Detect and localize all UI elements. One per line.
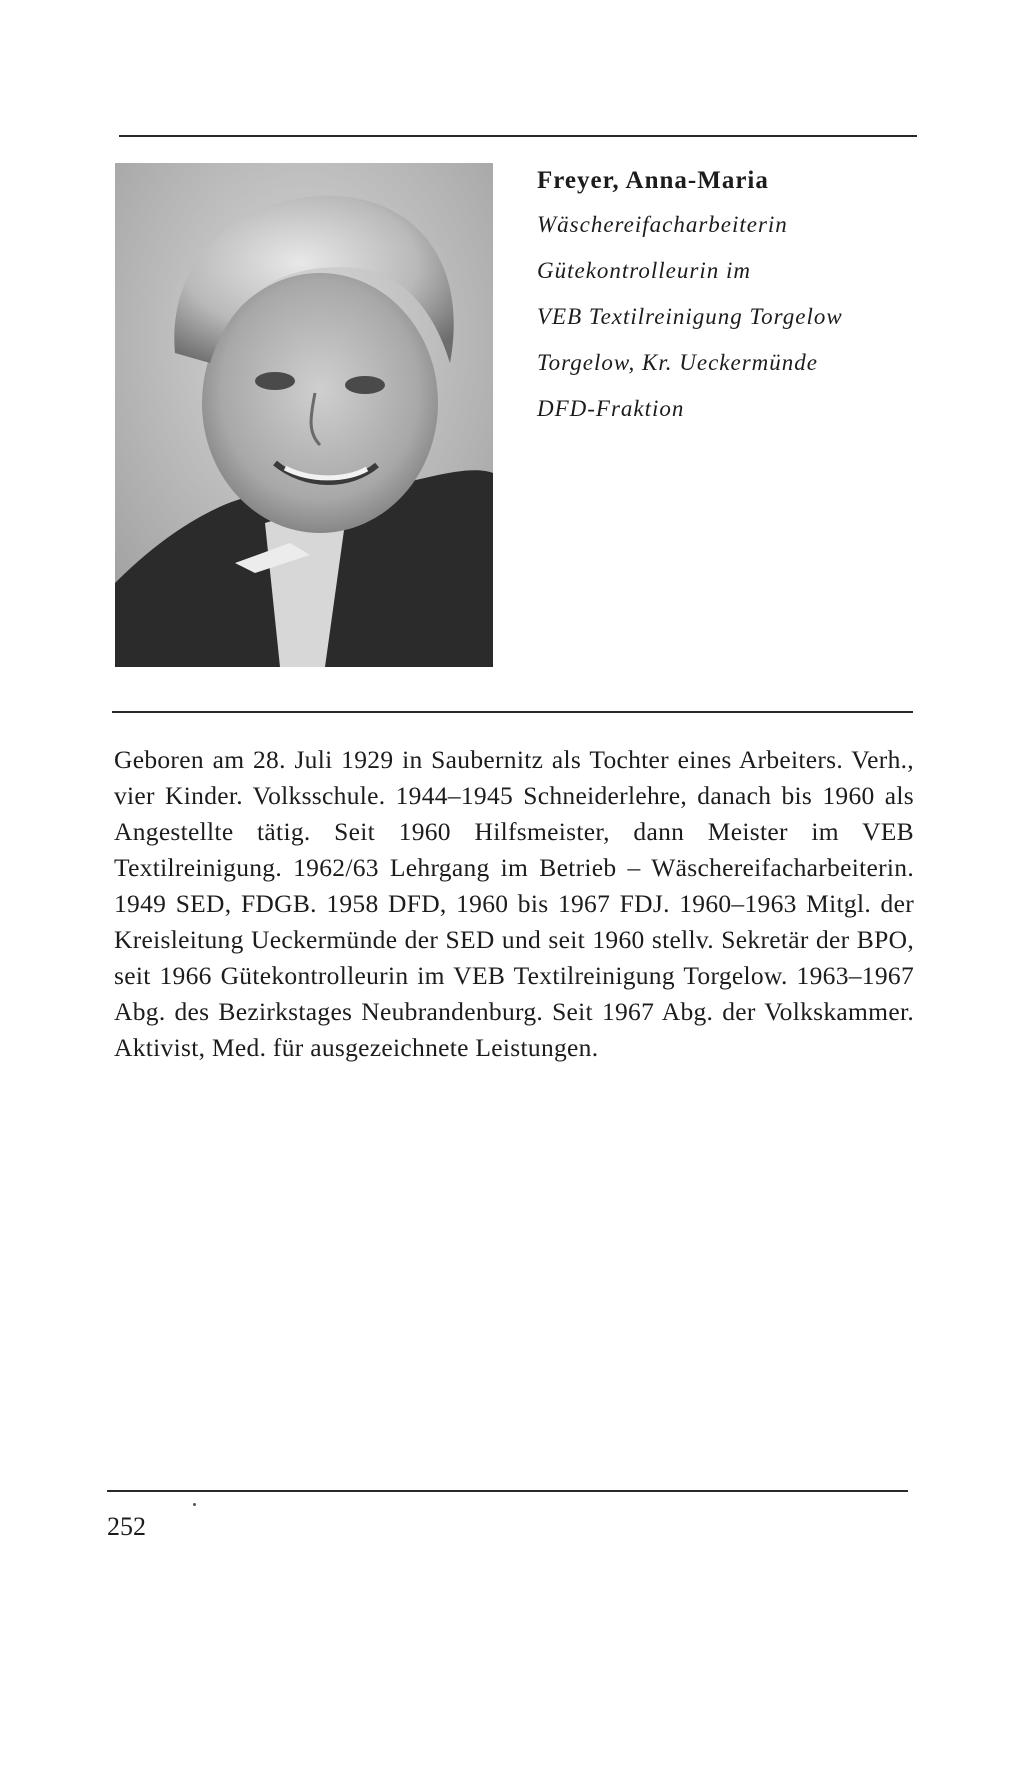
location: Torgelow, Kr. Ueckermünde bbox=[537, 350, 818, 375]
middle-rule bbox=[112, 711, 913, 713]
print-speck bbox=[193, 1503, 196, 1506]
faction: DFD-Fraktion bbox=[537, 396, 685, 421]
biography-text: Geboren am 28. Juli 1929 in Saubernitz als Tochter eines Arbeiters. Verh., vier Kinder. Volksschule. 1944–1945 Schneiderlehre, danach bis 1960 als Angestellte tätig. Seit 1960 Hilfsmeister, dann Meister im VEB Textilreinigung. 1962/63 Lehrgang im Betrieb – Wäschereifacharbeiterin. 1949 SED, FDGB. 1958 DFD, 1960 bis 1967 FDJ. 1960–1963 Mitgl. der Kreisleitung Ueckermünde der SED und seit 1960 stellv. Sekretär der BPO, seit 1966 Gütekontrolleurin im VEB Textilreinigung Torgelow. 1963–1967 Abg. des Bezirkstages Neubrandenburg. Seit 1967 Abg. der Volkskammer. Aktivist, Med. für ausgezeichnete Leistungen. bbox=[114, 745, 914, 1062]
occupation: Wäschereifacharbeiterin bbox=[537, 212, 788, 237]
portrait-illustration bbox=[115, 163, 493, 667]
person-name: Freyer, Anna-Maria bbox=[537, 167, 769, 194]
top-rule bbox=[119, 135, 917, 137]
page-number: 252 bbox=[107, 1512, 146, 1541]
bottom-rule bbox=[107, 1490, 908, 1492]
employer: VEB Textilreinigung Torgelow bbox=[537, 304, 843, 329]
position: Gütekontrolleurin im bbox=[537, 258, 751, 283]
entry-header bbox=[537, 160, 917, 432]
portrait-photo bbox=[115, 163, 493, 667]
